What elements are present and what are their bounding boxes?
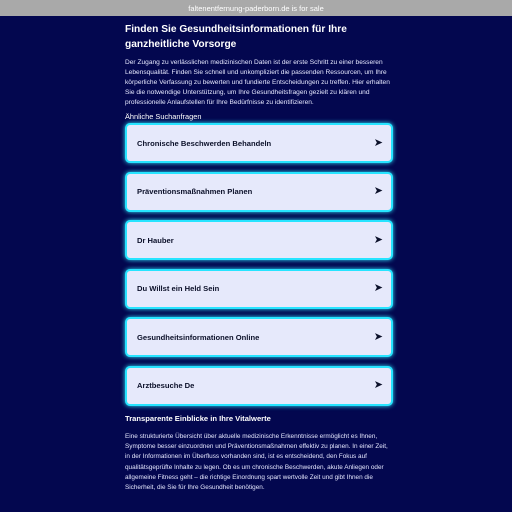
related-link[interactable] [125,123,393,163]
related-link-label: Chronische Beschwerden Behandeln [137,138,272,148]
arrow-right-icon: ➤ [373,379,383,391]
related-link-label: Präventionsmaßnahmen Planen [137,187,253,196]
related-link-label: Du Willst ein Held Sein [137,284,220,293]
arrow-right-icon: ➤ [373,136,383,149]
related-link[interactable] [125,366,393,406]
related-link-label: Gesundheitsinformationen Online [137,332,260,342]
domain-sale-banner[interactable] [0,0,512,16]
domain-sale-text[interactable]: faltenentfernung-paderborn.de is for sale [188,3,324,13]
arrow-right-icon: ➤ [373,185,383,197]
section-paragraph: Eine strukturierte Übersicht über aktuelle medizinische Erkenntnisse ermöglicht es Ihnen, Symptome besser einzuordnen und Präventionsmaßnahmen effektiv zu planen. In einer Zeit, in der Informationen im Überfluss vorhanden sind, ist es entscheidend, den Fokus auf qualitätsgeprüfte Inhalte zu legen. Ob es um chronische Beschwerden, akute Anliegen oder allgemeine Fitness geht – die richtige Einordnung spart wertvolle Zeit und gibt Ihnen die Sicherheit, die Sie für Ihre Gesundheit benötigen. [125,433,388,492]
page-title: Finden Sie Gesundheitsinformationen für Ihre ganzheitliche Vorsorge [125,24,347,50]
related-link[interactable] [125,317,393,357]
arrow-right-icon: ➤ [373,233,383,246]
related-link[interactable] [125,172,393,212]
intro-paragraph: Der Zugang zu verlässlichen medizinischen Daten ist der erste Schritt zu einer besseren Lebensqualität. Finden Sie schnell und unkompliziert die passenden Ressourcen, um Ihre körperliche Verfassung zu bewerten und fundierte Entscheidungen zu treffen. Hier erhalten Sie die notwendige Unterstützung, um Ihre Gesundheitsfragen gezielt zu klären und professionelle Anlaufstellen für Ihre Bedürfnisse zu identifizieren. [125,59,390,106]
related-searches-label: Ähnliche Suchanfragen [125,112,202,121]
arrow-right-icon: ➤ [373,282,383,294]
arrow-right-icon: ➤ [373,330,383,343]
related-link-label: Arztbesuche De [137,381,195,390]
main-content [125,22,393,493]
related-links-list [125,123,393,406]
related-link-label: Dr Hauber [137,235,174,245]
section-heading: Transparente Einblicke in Ihre Vitalwerte [125,414,271,423]
related-link[interactable] [125,269,393,309]
related-link[interactable] [125,220,393,260]
